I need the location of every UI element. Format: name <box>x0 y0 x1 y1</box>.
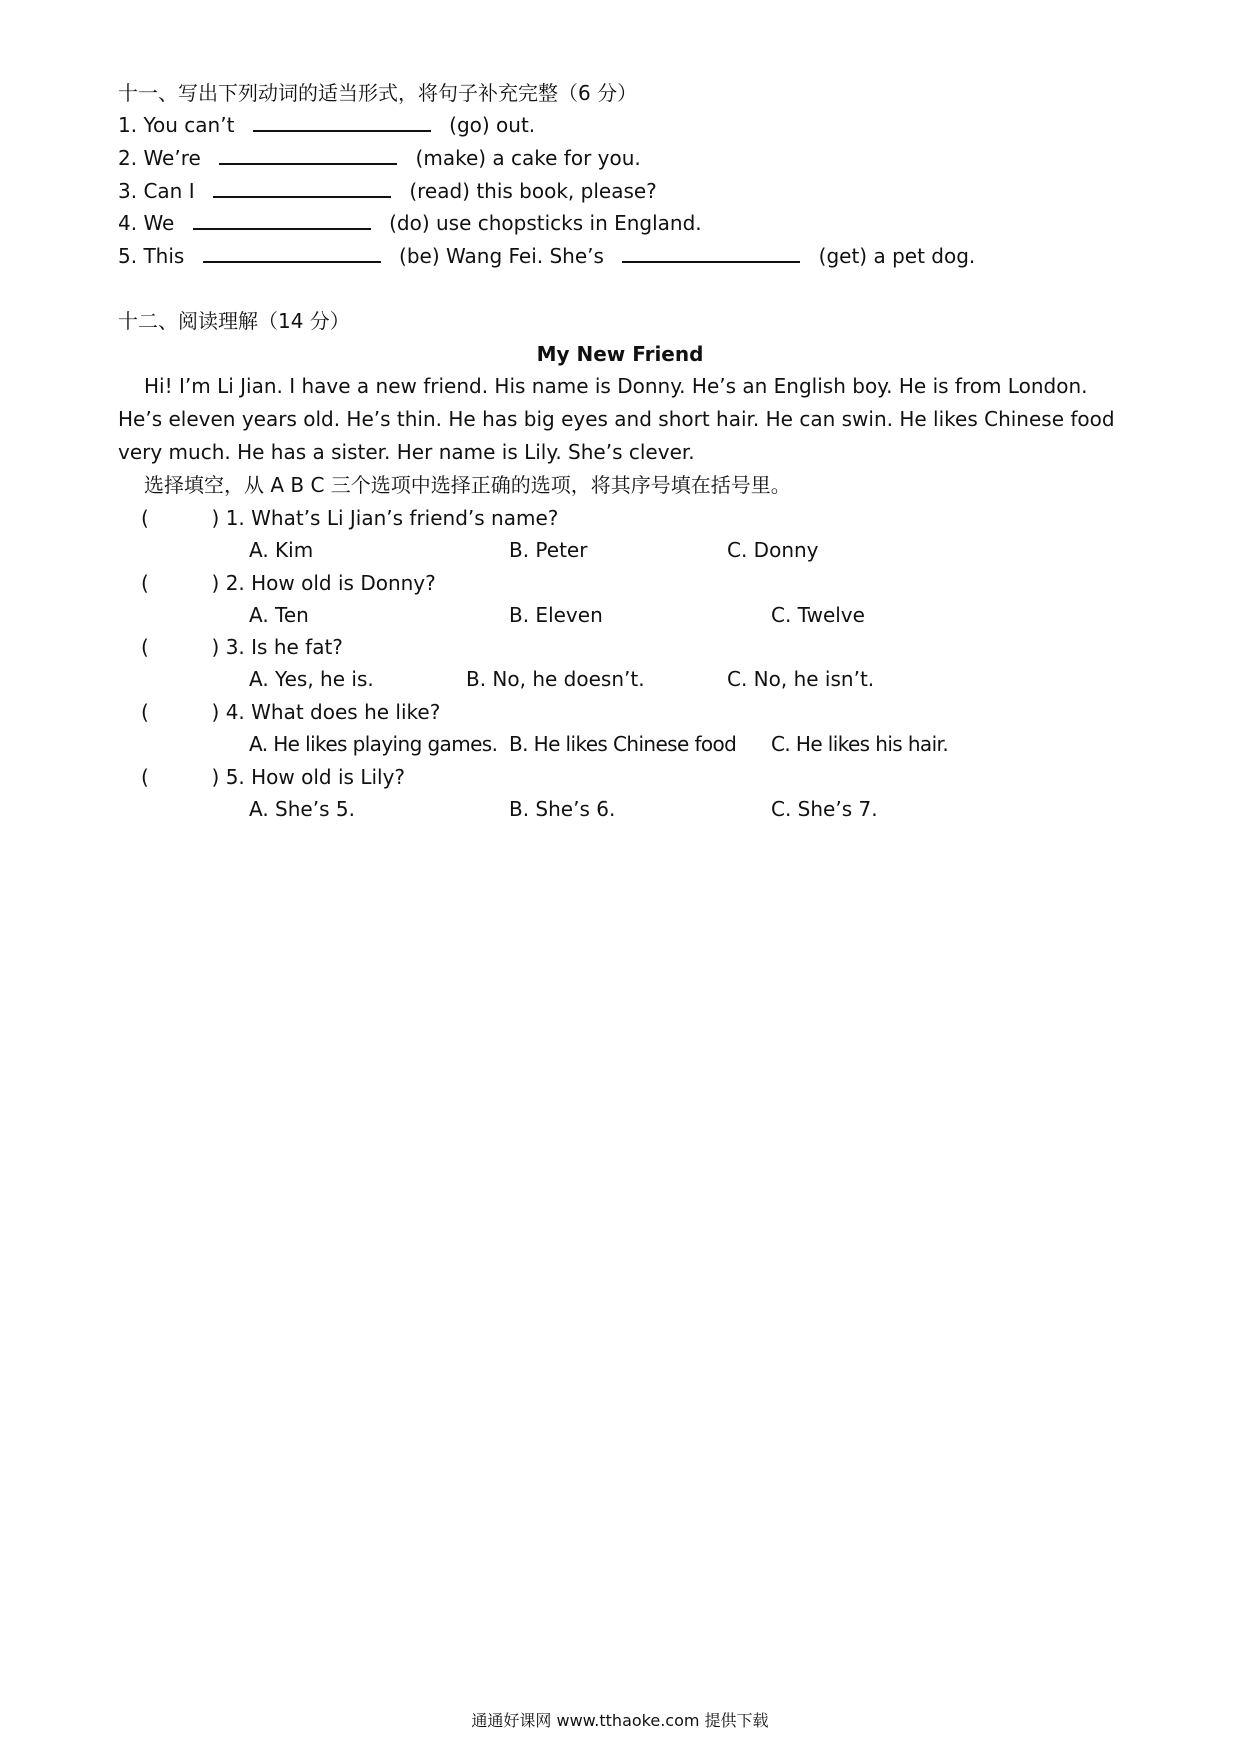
answer-blank[interactable] <box>219 145 397 165</box>
question-text: 5. How old is Lily? <box>225 765 406 789</box>
fill-item-5 <box>118 243 975 269</box>
answer-blank[interactable] <box>193 210 371 230</box>
passage-title: My New Friend <box>536 342 704 366</box>
answer-paren-close: ) <box>211 765 220 789</box>
item-text-after: (go) out. <box>449 113 536 137</box>
question-5 <box>141 764 405 790</box>
option-a: A. Ten <box>249 603 309 627</box>
answer-blank[interactable] <box>253 112 431 132</box>
answer-paren-open: ( <box>141 506 149 530</box>
item-text-before: We’re <box>143 146 201 170</box>
fill-item-3 <box>118 178 657 204</box>
reading-passage: Hi! I’m Li Jian. I have a new friend. His name is Donny. He’s an English boy. He is from London. He’s eleven years old. He’s thin. He has big eyes and short hair. He can swin. He likes Chinese food very much. He has a sister. Her name is Lily. She’s clever. <box>118 374 1115 464</box>
question-1 <box>141 505 558 531</box>
option-a: A. Kim <box>249 538 314 562</box>
option-b: B. No, he doesn’t. <box>466 667 645 691</box>
option-c: C. Donny <box>727 538 819 562</box>
fill-item-4 <box>118 210 702 236</box>
item-text-middle: (be) Wang Fei. She’s <box>399 244 604 268</box>
answer-paren-close: ) <box>211 635 220 659</box>
option-c: C. Twelve <box>771 603 865 627</box>
question-text: 4. What does he like? <box>225 700 441 724</box>
section-12-heading: 十二、阅读理解（14 分） <box>118 309 350 333</box>
answer-paren-close: ) <box>211 506 220 530</box>
answer-paren-close: ) <box>211 571 220 595</box>
answer-paren-open: ( <box>141 635 149 659</box>
option-c: C. She’s 7. <box>771 797 878 821</box>
fill-item-2 <box>118 145 641 171</box>
item-text-after: (read) this book, please? <box>409 179 657 203</box>
item-text-after: (make) a cake for you. <box>415 146 641 170</box>
option-b: B. He likes Chinese food <box>509 732 737 756</box>
option-a: A. She’s 5. <box>249 797 355 821</box>
question-3 <box>141 634 343 660</box>
item-number: 1. <box>118 113 138 137</box>
item-text-before: Can I <box>143 179 195 203</box>
question-2 <box>141 570 436 596</box>
option-c: C. No, he isn’t. <box>727 667 875 691</box>
question-text: 3. Is he fat? <box>225 635 343 659</box>
item-number: 3. <box>118 179 138 203</box>
option-b: B. She’s 6. <box>509 797 616 821</box>
page-footer: 通通好课网 www.tthaoke.com 提供下载 <box>471 1711 769 1730</box>
answer-blank[interactable] <box>622 243 800 263</box>
option-a: A. Yes, he is. <box>249 667 374 691</box>
answer-paren-close: ) <box>211 700 220 724</box>
question-text: 1. What’s Li Jian’s friend’s name? <box>225 506 559 530</box>
answer-paren-open: ( <box>141 700 149 724</box>
answer-paren-open: ( <box>141 765 149 789</box>
question-text: 2. How old is Donny? <box>225 571 436 595</box>
option-c: C. He likes his hair. <box>771 732 949 756</box>
question-4 <box>141 699 440 725</box>
item-text-before: We <box>143 211 175 235</box>
instruction-text: 选择填空，从 A B C 三个选项中选择正确的选项，将其序号填在括号里。 <box>144 473 791 497</box>
option-b: B. Eleven <box>509 603 603 627</box>
item-number: 4. <box>118 211 138 235</box>
item-text-after: (get) a pet dog. <box>818 244 976 268</box>
fill-item-1 <box>118 112 535 138</box>
option-b: B. Peter <box>509 538 588 562</box>
answer-blank[interactable] <box>203 243 381 263</box>
item-number: 5. <box>118 244 138 268</box>
section-11-heading: 十一、写出下列动词的适当形式，将句子补充完整（6 分） <box>118 81 638 105</box>
option-a: A. He likes playing games. <box>249 732 498 756</box>
item-number: 2. <box>118 146 138 170</box>
item-text-before: This <box>143 244 185 268</box>
answer-blank[interactable] <box>213 178 391 198</box>
item-text-after: (do) use chopsticks in England. <box>389 211 702 235</box>
item-text-before: You can’t <box>143 113 235 137</box>
answer-paren-open: ( <box>141 571 149 595</box>
